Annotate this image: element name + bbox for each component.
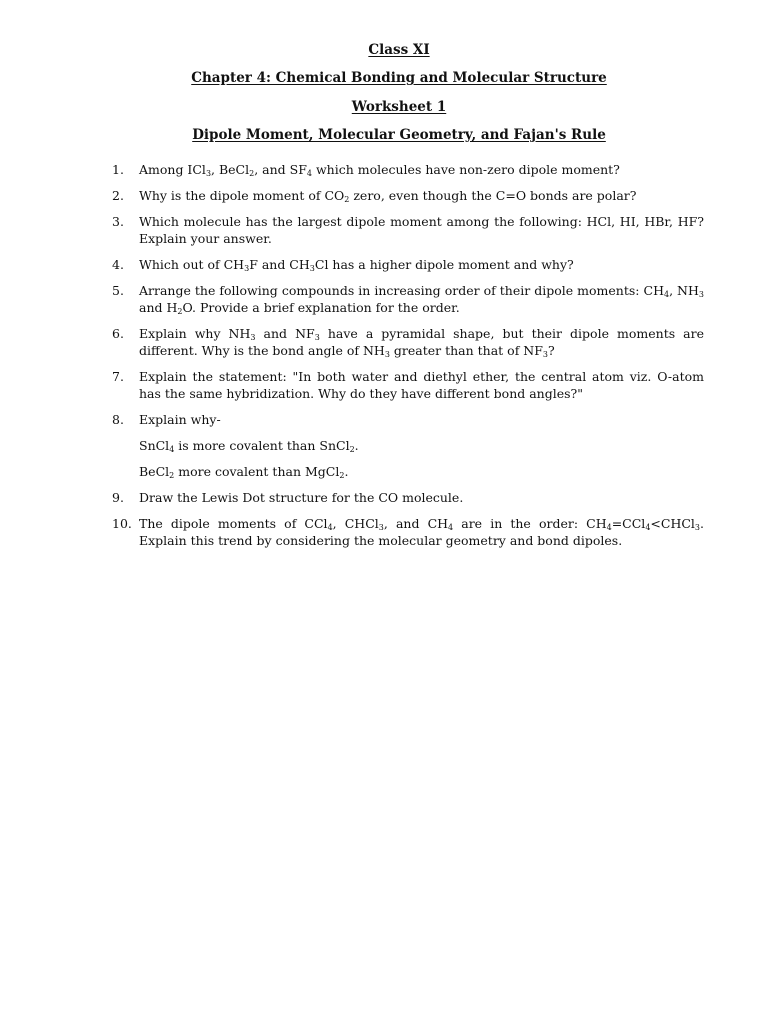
question-text: Among ICl$_3$, BeCl$_2$, and $SF_4$ which molecules have non-zero dipole moment? — [139, 162, 620, 178]
question-number: 2. — [112, 188, 124, 203]
chapter-heading: Chapter 4: Chemical Bonding and Molecular Structure — [191, 70, 607, 86]
question-number: 4. — [112, 257, 124, 272]
question-number: 10. — [112, 516, 132, 531]
question-item — [112, 161, 704, 178]
question-text: Explain why $NH_3$ and $NF_3$ have a pyramidal shape, but their dipole moments are different. Why is the bond angle of $NH_3$ greater than that of $NF_3$? — [139, 326, 704, 359]
question-subitem: SnCl$_4$ is more covalent than SnCl$_2$. — [139, 438, 359, 454]
worksheet-heading: Worksheet 1 — [351, 99, 447, 115]
question-item — [112, 411, 704, 428]
question-item — [112, 256, 704, 273]
question-number: 9. — [112, 490, 124, 505]
topic-heading: Dipole Moment, Molecular Geometry, and Fajan's Rule — [192, 127, 606, 143]
question-item — [112, 213, 704, 247]
question-item — [112, 187, 704, 204]
question-number: 7. — [112, 369, 124, 384]
question-text: Which molecule has the largest dipole moment among the following: HCl, HI, HBr, HF? Explain your answer. — [139, 214, 704, 246]
class-heading: Class XI — [368, 42, 430, 58]
question-item — [112, 282, 704, 316]
question-number: 1. — [112, 162, 124, 177]
question-item — [112, 515, 704, 549]
question-text: Why is the dipole moment of $CO_2$ zero, even though the C=O bonds are polar? — [139, 188, 637, 204]
question-text: Explain why- — [139, 412, 221, 427]
question-item — [112, 325, 704, 359]
question-list — [112, 161, 704, 558]
question-text: Which out of $CH_3F$ and $CH_3Cl$ has a higher dipole moment and why? — [139, 257, 574, 273]
question-number: 5. — [112, 283, 124, 298]
question-text: Draw the Lewis Dot structure for the CO molecule. — [139, 490, 464, 505]
question-number: 3. — [112, 214, 124, 229]
question-item — [112, 368, 704, 402]
question-text: The dipole moments of CCl$_4$, CHCl$_3$, and $CH_4$ are in the order: $CH_4=CCl_4<CHCl_3$. Explain this trend by considering the molecular geometry and bond dipoles. — [139, 516, 704, 548]
question-text: Arrange the following compounds in increasing order of their dipole moments: $CH_4$, $NH_3$ and $H_2O$. Provide a brief explanation for the order. — [139, 283, 704, 316]
question-item — [112, 489, 704, 506]
question-number: 8. — [112, 412, 124, 427]
question-text: Explain the statement: "In both water and diethyl ether, the central atom viz. O-atom has the same hybridization. Why do they have different bond angles?" — [139, 369, 704, 401]
question-subitem: BeCl$_2$ more covalent than MgCl$_2$. — [139, 464, 349, 480]
question-number: 6. — [112, 326, 124, 341]
